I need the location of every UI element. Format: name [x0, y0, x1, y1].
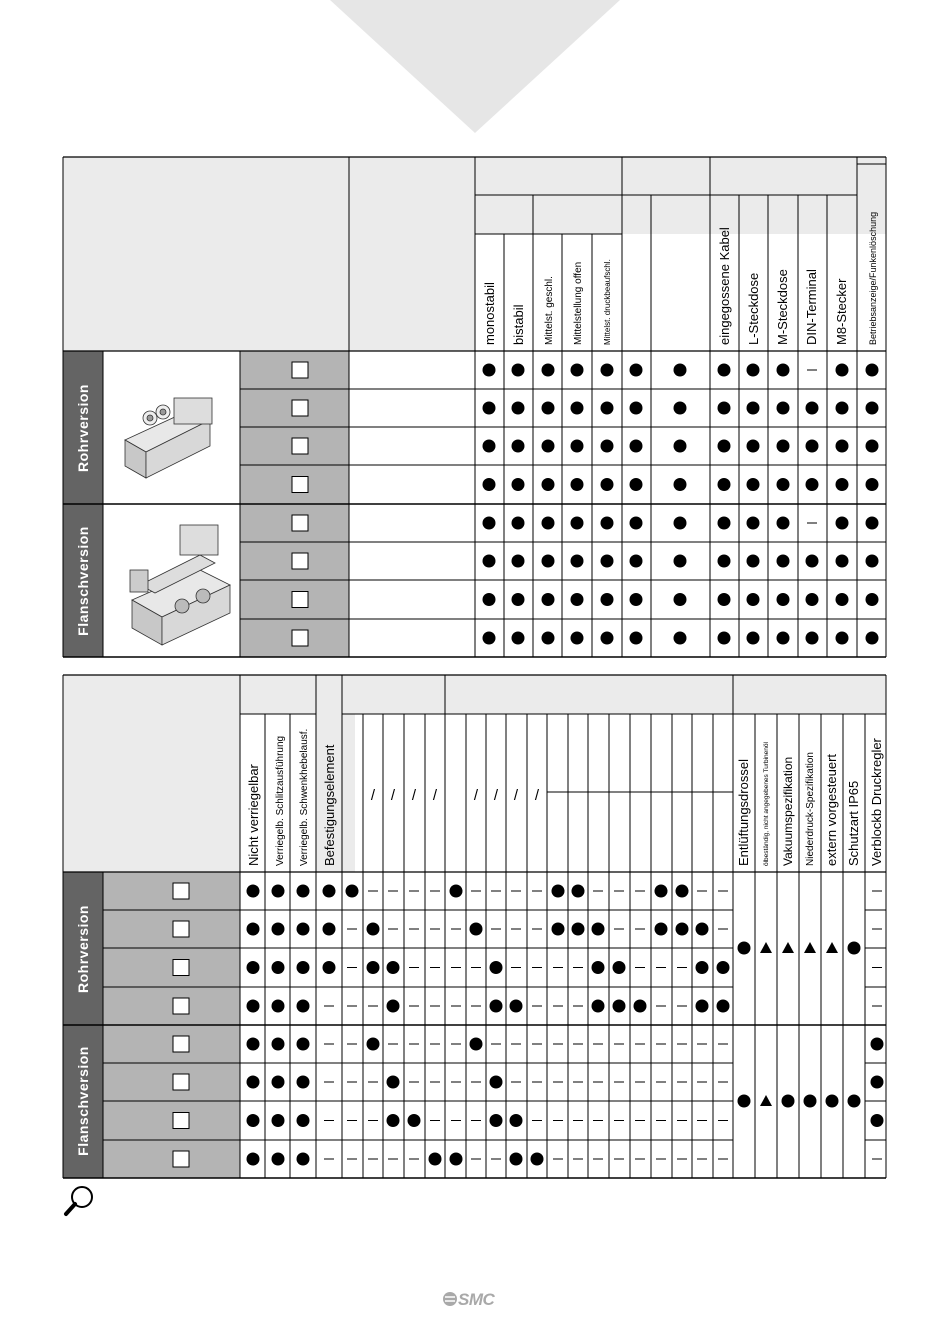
dot-mark	[247, 1038, 260, 1051]
dot-mark	[450, 885, 463, 898]
header-nicht-verriegelbar: Nicht verriegelbar	[246, 764, 261, 866]
dot-mark	[272, 1153, 285, 1166]
triangle-mark	[804, 942, 816, 953]
dot-mark	[613, 1000, 626, 1013]
dot-mark	[634, 1000, 647, 1013]
dot-mark	[323, 923, 336, 936]
dot-mark	[552, 885, 565, 898]
code-box	[173, 1036, 189, 1052]
header-mittelst-geschl: Mittelst. geschl.	[544, 276, 555, 345]
code-box	[173, 998, 189, 1014]
triangle-mark	[826, 942, 838, 953]
slash-label: /	[411, 787, 417, 804]
triangle-mark	[760, 942, 772, 953]
dot-mark	[696, 961, 709, 974]
dot-mark	[272, 1114, 285, 1127]
code-box	[173, 960, 189, 976]
dot-mark	[592, 1000, 605, 1013]
dot-mark	[490, 1000, 503, 1013]
code-box	[173, 1074, 189, 1090]
slash-label: /	[473, 787, 479, 804]
header-betriebsanzeige: Betriebsanzeige/Funkenlöschung	[868, 211, 878, 345]
dot-mark	[510, 1000, 523, 1013]
dot-mark	[572, 885, 585, 898]
dot-mark	[470, 923, 483, 936]
group-label-flanschversion-2: Flanschversion	[75, 1046, 91, 1156]
header-extern-vorgesteuert: extern vorgesteuert	[824, 753, 839, 866]
dot-mark	[848, 942, 861, 955]
dot-mark	[297, 885, 310, 898]
dot-mark	[247, 923, 260, 936]
dot-mark	[429, 1153, 442, 1166]
dot-mark	[297, 923, 310, 936]
dot-mark	[247, 1076, 260, 1089]
dot-mark	[696, 923, 709, 936]
dot-mark	[387, 961, 400, 974]
dot-mark	[848, 1095, 861, 1108]
code-box	[173, 1151, 189, 1167]
dot-mark	[450, 1153, 463, 1166]
dot-mark	[367, 1038, 380, 1051]
group-label-flanschversion: Flanschversion	[75, 526, 91, 636]
code-box	[173, 1113, 189, 1129]
dot-mark	[490, 1076, 503, 1089]
code-box	[173, 883, 189, 899]
dot-mark	[297, 1153, 310, 1166]
header-monostabil: monostabil	[482, 282, 497, 345]
header-bistabil: bistabil	[511, 304, 526, 345]
dot-mark	[490, 961, 503, 974]
dot-mark	[470, 1038, 483, 1051]
slash-label: /	[513, 787, 519, 804]
dot-mark	[272, 1076, 285, 1089]
dot-mark	[297, 1038, 310, 1051]
header-niederdruck: Niederdruck-Spezifikation	[805, 752, 816, 866]
dot-mark	[676, 885, 689, 898]
dot-mark	[613, 961, 626, 974]
dot-mark	[871, 1076, 884, 1089]
dot-mark	[297, 961, 310, 974]
dot-mark	[367, 923, 380, 936]
dot-mark	[826, 1095, 839, 1108]
dot-mark	[247, 1153, 260, 1166]
dot-mark	[531, 1153, 544, 1166]
dot-mark	[272, 961, 285, 974]
dot-mark	[717, 961, 730, 974]
group-label-rohrversion: Rohrversion	[75, 384, 91, 472]
dot-mark	[408, 1114, 421, 1127]
dot-mark	[387, 1000, 400, 1013]
dot-mark	[738, 1095, 751, 1108]
dot-mark	[572, 923, 585, 936]
header-schutzart-ip65: Schutzart IP65	[846, 780, 861, 866]
header-eingegossene-kabel: eingegossene Kabel	[717, 227, 732, 345]
slash-label: /	[432, 787, 438, 804]
dot-mark	[247, 885, 260, 898]
header-vakuumspezifikation: Vakuumspezifikation	[781, 756, 795, 866]
header-m-steckdose: M-Steckdose	[775, 269, 790, 345]
dot-mark	[367, 961, 380, 974]
dot-mark	[323, 885, 336, 898]
dot-mark	[387, 1076, 400, 1089]
dot-mark	[592, 961, 605, 974]
dot-mark	[387, 1114, 400, 1127]
dot-mark	[247, 1000, 260, 1013]
dot-mark	[655, 923, 668, 936]
dot-mark	[272, 885, 285, 898]
slash-label: /	[370, 787, 376, 804]
dot-mark	[247, 1114, 260, 1127]
dot-mark	[696, 1000, 709, 1013]
dot-mark	[272, 923, 285, 936]
dot-mark	[510, 1114, 523, 1127]
dot-mark	[871, 1038, 884, 1051]
header-entlueftungsdrossel: Entlüftungsdrossel	[736, 759, 751, 866]
smc-logo-text: SMC	[458, 1290, 495, 1309]
code-box	[173, 921, 189, 937]
dot-mark	[297, 1000, 310, 1013]
dot-mark	[346, 885, 359, 898]
dot-mark	[782, 1095, 795, 1108]
slash-label: /	[493, 787, 499, 804]
dot-mark	[738, 942, 751, 955]
header-mittelstellung-offen: Mittelstellung offen	[573, 261, 584, 345]
dot-mark	[676, 923, 689, 936]
dot-mark	[717, 1000, 730, 1013]
dot-mark	[247, 961, 260, 974]
header-mittelst-druckbeaufschl: Mittelst. druckbeaufschl.	[603, 259, 612, 345]
slash-label: /	[390, 787, 396, 804]
header-m8-stecker: M8-Stecker	[834, 278, 849, 345]
dot-mark	[655, 885, 668, 898]
triangle-mark	[760, 1095, 772, 1106]
header-verriegelb-schwenk: Verriegelb. Schwenkhebelausf.	[299, 728, 310, 866]
header-verriegelb-schlitz: Verriegelb. Schlitzausführung	[275, 735, 286, 866]
dot-mark	[871, 1114, 884, 1127]
header-oelbestaendig: ölbeständig, nicht angegebenes Turbinenöl	[763, 742, 770, 866]
dot-mark	[490, 1114, 503, 1127]
dot-mark	[323, 961, 336, 974]
triangle-mark	[782, 942, 794, 953]
magnifier-icon	[62, 1183, 98, 1219]
dot-mark	[510, 1153, 523, 1166]
group-label-rohrversion-2: Rohrversion	[75, 905, 91, 993]
header-verblockb-druckregler: Verblockb Druckregler	[869, 738, 884, 866]
dot-mark	[297, 1076, 310, 1089]
dot-mark	[272, 1038, 285, 1051]
dot-mark	[552, 923, 565, 936]
header-befestigungselement: Befestigungselement	[322, 744, 337, 866]
header-din-terminal: DIN-Terminal	[804, 269, 819, 345]
dot-mark	[592, 923, 605, 936]
header-l-steckdose: L-Steckdose	[746, 272, 761, 345]
dot-mark	[804, 1095, 817, 1108]
slash-label: /	[534, 787, 540, 804]
dot-mark	[272, 1000, 285, 1013]
dot-mark	[297, 1114, 310, 1127]
